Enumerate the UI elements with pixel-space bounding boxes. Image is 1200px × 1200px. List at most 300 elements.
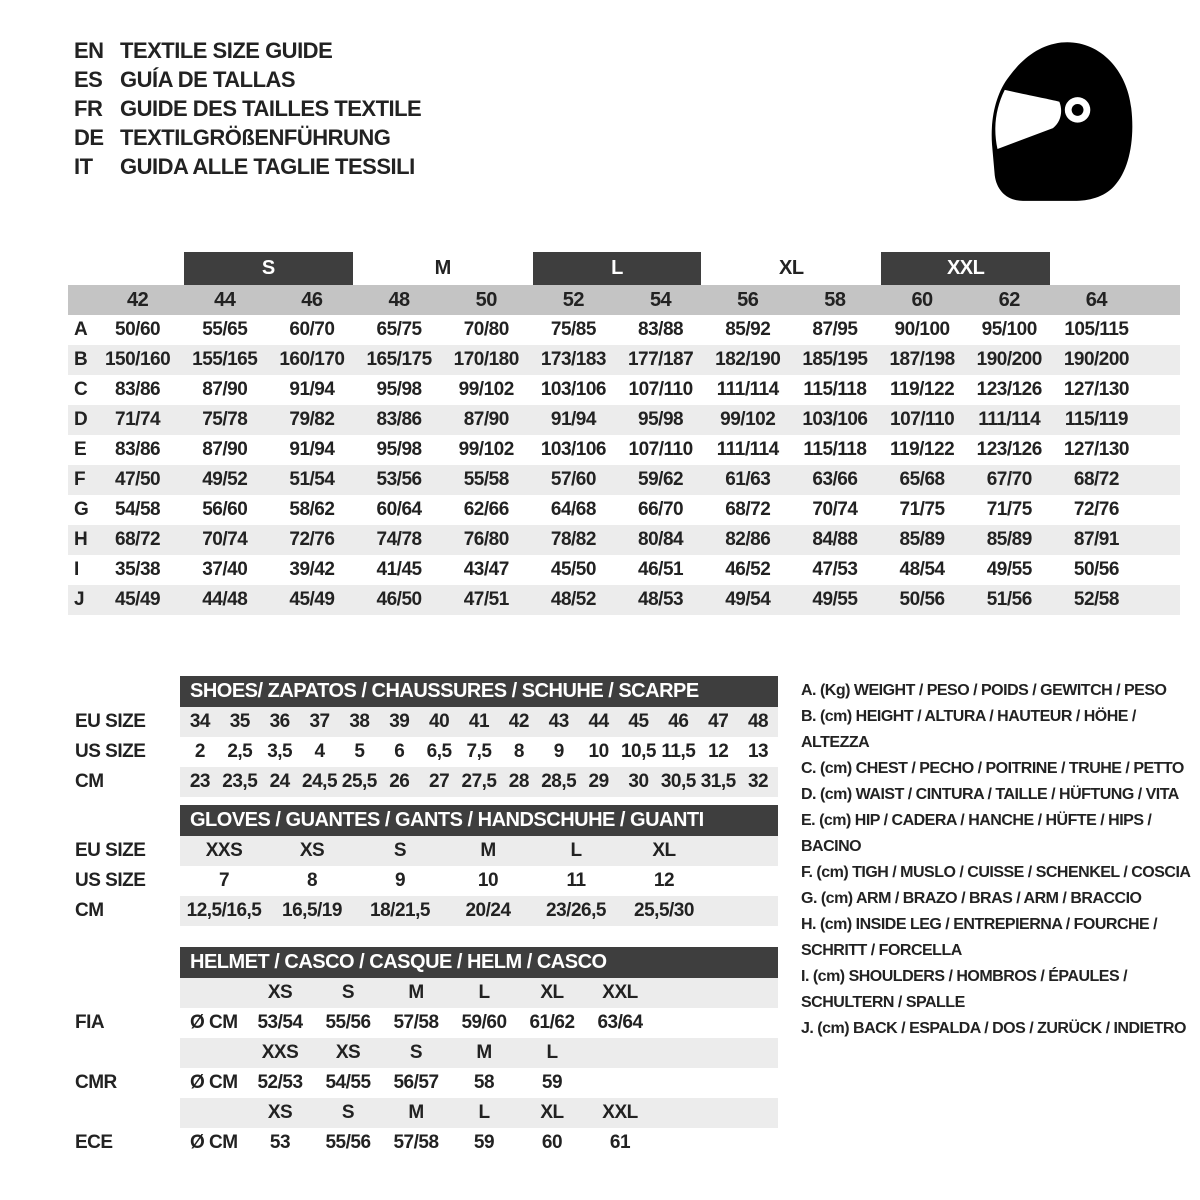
legend-item: E. (cm) HIP / CADERA / HANCHE / HÜFTE / HIPS / BACINO	[801, 812, 1152, 855]
size-value: 50/56	[899, 589, 945, 610]
gloves-table-title: GLOVES / GUANTES / GANTS / HANDSCHUHE / GUANTI	[180, 805, 778, 836]
size-value: 87/91	[1073, 529, 1119, 550]
sub-row	[68, 737, 780, 767]
size-value: 87/90	[202, 379, 248, 400]
sub-value: 23,5	[222, 771, 258, 792]
sub-value: 45	[628, 711, 649, 732]
sub-value: XS	[299, 840, 325, 861]
size-value: 79/82	[289, 409, 335, 430]
sub-value: 24	[269, 771, 290, 792]
size-value: 95/100	[981, 319, 1037, 340]
size-value: 70/74	[812, 499, 858, 520]
language-code: IT	[74, 154, 93, 179]
size-value: 43/47	[463, 559, 509, 580]
helmet-sizes-cells	[180, 1038, 778, 1068]
size-group-xxl: XXL	[881, 252, 1049, 285]
sub-value: 43	[548, 711, 569, 732]
size-value: 91/94	[550, 409, 596, 430]
helmet-value: 56/57	[393, 1072, 439, 1093]
size-value: 39/42	[289, 559, 335, 580]
numeric-size: 62	[998, 288, 1020, 311]
sub-value: 6,5	[426, 741, 452, 762]
helmet-size: S	[409, 1042, 423, 1063]
sub-value: 27,5	[461, 771, 497, 792]
size-value: 115/119	[1064, 409, 1128, 430]
size-value: 155/165	[192, 349, 258, 370]
sub-value: 25,5	[341, 771, 377, 792]
sub-value: 23/26,5	[546, 900, 606, 921]
sub-value: L	[570, 840, 582, 861]
diameter-unit: Ø CM	[190, 1012, 238, 1033]
helmet-value: 53	[269, 1132, 291, 1153]
numeric-size: 42	[126, 288, 149, 311]
helmet-sizes-row	[68, 978, 780, 1008]
measure-row-h	[68, 525, 1180, 555]
size-value: 90/100	[894, 319, 950, 340]
numeric-size: 48	[388, 288, 410, 311]
accessory-tables	[68, 676, 780, 1158]
size-value: 115/118	[803, 379, 867, 400]
size-value: 95/98	[376, 439, 422, 460]
row-label: J	[74, 589, 85, 610]
numeric-size: 54	[649, 288, 672, 311]
helmet-size: XS	[267, 1102, 293, 1123]
size-value: 119/122	[890, 439, 955, 460]
sub-value: 31,5	[700, 771, 736, 792]
legend-item: J. (cm) BACK / ESPALDA / DOS / ZURÜCK / INDIETRO	[801, 1020, 1186, 1037]
row-label: D	[74, 409, 88, 430]
measure-row-g	[68, 495, 1180, 525]
size-value: 103/106	[540, 439, 606, 460]
size-value: 60/70	[289, 319, 335, 340]
sub-value: 27	[429, 771, 450, 792]
size-value: 99/102	[458, 439, 514, 460]
helmet-size: M	[408, 982, 424, 1003]
size-value: 95/98	[376, 379, 422, 400]
sub-row-cells	[180, 707, 778, 737]
size-value: 46/50	[376, 589, 422, 610]
sub-value: 47	[708, 711, 729, 732]
helmet-size: S	[341, 982, 355, 1003]
language-title: TEXTILGRÖßENFÜHRUNG	[120, 125, 391, 150]
size-value: 87/90	[202, 439, 248, 460]
measure-row-d	[68, 405, 1180, 435]
legend-item: H. (cm) INSIDE LEG / ENTREPIERNA / FOURCHE / SCHRITT / FORCELLA	[801, 916, 1158, 959]
helmet-size: L	[546, 1042, 558, 1063]
size-value: 57/60	[550, 469, 596, 490]
racing-helmet-icon	[972, 28, 1154, 210]
helmet-value: 55/56	[325, 1012, 371, 1033]
size-value: 105/115	[1064, 319, 1129, 340]
helmet-value: 61/62	[529, 1012, 575, 1033]
sub-value: 34	[189, 711, 210, 732]
sub-value: 40	[429, 711, 450, 732]
size-value: 70/74	[202, 529, 248, 550]
numeric-size: 52	[562, 288, 585, 311]
size-value: 91/94	[289, 439, 335, 460]
sub-value: 7,5	[466, 741, 492, 762]
helmet-values-cells	[180, 1008, 778, 1038]
sub-value: 41	[468, 711, 490, 732]
sub-row-cells	[180, 896, 778, 926]
helmet-sizes-row	[68, 1098, 780, 1128]
sub-value: XXS	[205, 840, 243, 861]
legend-item: D. (cm) WAIST / CINTURA / TAILLE / HÜFTUNG / VITA	[801, 786, 1179, 803]
size-value: 49/55	[986, 559, 1032, 580]
size-value: 170/180	[453, 349, 519, 370]
legend-item: A. (Kg) WEIGHT / PESO / POIDS / GEWITCH / PESO	[801, 682, 1167, 699]
shoes-table-title: SHOES/ ZAPATOS / CHAUSSURES / SCHUHE / SCARPE	[180, 676, 778, 707]
sub-value: 18/21,5	[370, 900, 430, 921]
size-value: 58/62	[289, 499, 335, 520]
sub-value: 9	[394, 870, 406, 891]
numeric-size: 58	[824, 288, 846, 311]
legend-item: B. (cm) HEIGHT / ALTURA / HAUTEUR / HÖHE / ALTEZZA	[801, 708, 1136, 751]
size-value: 68/72	[115, 529, 161, 550]
size-value: 50/60	[115, 319, 161, 340]
size-value: 87/95	[812, 319, 858, 340]
size-value: 111/114	[716, 439, 779, 460]
size-value: 187/198	[889, 349, 955, 370]
size-value: 150/160	[104, 349, 171, 370]
measure-row-j	[68, 585, 1180, 615]
size-value: 55/65	[202, 319, 248, 340]
sub-value: 2,5	[227, 741, 253, 762]
sub-value: 11,5	[661, 741, 696, 762]
helmet-size: L	[478, 1102, 490, 1123]
sub-value: 36	[269, 711, 290, 732]
numeric-size: 60	[911, 288, 933, 311]
sub-value: M	[480, 840, 496, 861]
size-value: 60/64	[376, 499, 422, 520]
sub-value: 48	[747, 711, 769, 732]
sub-value: 35	[229, 711, 250, 732]
sub-value: 5	[354, 741, 365, 762]
sub-row-cells	[180, 866, 778, 896]
helmet-value: 55/56	[325, 1132, 371, 1153]
helmet-size: XXS	[261, 1042, 299, 1063]
row-label: E	[74, 439, 87, 460]
size-group-s: S	[184, 252, 352, 285]
sub-value: 8	[513, 741, 524, 762]
numeric-size-row	[68, 285, 1180, 315]
helmet-value: 61	[609, 1132, 631, 1153]
measure-row-e	[68, 435, 1180, 465]
size-value: 182/190	[715, 349, 781, 370]
size-value: 111/114	[716, 379, 779, 400]
size-value: 74/78	[376, 529, 422, 550]
size-value: 70/80	[463, 319, 509, 340]
helmet-size: S	[341, 1102, 355, 1123]
sub-row-label: EU SIZE	[75, 711, 146, 732]
textile-size-table	[68, 252, 1180, 615]
legend-item: C. (cm) CHEST / PECHO / POITRINE / TRUHE / PETTO	[801, 760, 1184, 777]
standard-label: FIA	[75, 1012, 105, 1033]
size-value: 47/51	[463, 589, 509, 610]
size-value: 47/53	[812, 559, 858, 580]
size-value: 190/200	[1063, 349, 1129, 370]
sub-value: 12	[708, 741, 729, 762]
size-value: 68/72	[1073, 469, 1119, 490]
size-value: 46/51	[638, 559, 684, 580]
sub-value: 4	[314, 741, 325, 762]
size-value: 83/86	[376, 409, 422, 430]
size-value: 41/45	[376, 559, 422, 580]
diameter-unit: Ø CM	[190, 1132, 238, 1153]
shoes-rows	[68, 707, 780, 797]
helmet-value: 57/58	[393, 1012, 439, 1033]
sub-value: 9	[553, 741, 564, 762]
size-value: 62/66	[463, 499, 509, 520]
sub-value: 12,5/16,5	[186, 900, 262, 921]
size-value: 51/56	[986, 589, 1032, 610]
sub-value: 28,5	[541, 771, 577, 792]
language-row	[74, 94, 421, 123]
sub-value: 25,5/30	[634, 900, 694, 921]
measure-row-f	[68, 465, 1180, 495]
language-code: DE	[74, 125, 104, 150]
helmet-size: XL	[540, 1102, 564, 1123]
sub-row	[68, 866, 780, 896]
row-label: A	[74, 319, 88, 340]
sub-row	[68, 707, 780, 737]
sub-value: 6	[394, 741, 405, 762]
language-title: GUIDE DES TAILLES TEXTILE	[120, 96, 422, 121]
size-value: 71/74	[115, 409, 161, 430]
helmet-table-title: HELMET / CASCO / CASQUE / HELM / CASCO	[180, 947, 778, 978]
size-value: 85/89	[899, 529, 945, 550]
size-value: 45/49	[289, 589, 335, 610]
sub-value: 46	[668, 711, 689, 732]
language-title-list	[74, 36, 421, 181]
size-value: 71/75	[986, 499, 1032, 520]
size-value: 107/110	[628, 379, 693, 400]
sub-row-label: US SIZE	[75, 741, 146, 762]
size-value: 49/54	[725, 589, 771, 610]
sub-value: 24,5	[302, 771, 338, 792]
size-value: 173/183	[540, 349, 606, 370]
size-value: 56/60	[202, 499, 248, 520]
helmet-value: 59/60	[461, 1012, 507, 1033]
size-group-l: L	[533, 252, 701, 285]
sub-value: 11	[566, 870, 586, 891]
sub-value: 30,5	[660, 771, 696, 792]
diameter-unit: Ø CM	[190, 1072, 238, 1093]
legend-item: F. (cm) TIGH / MUSLO / CUISSE / SCHENKEL / COSCIA	[801, 864, 1191, 881]
size-value: 99/102	[720, 409, 776, 430]
size-value: 91/94	[289, 379, 335, 400]
measure-row-b	[68, 345, 1180, 375]
size-group-xl: XL	[779, 257, 804, 279]
language-row	[74, 123, 421, 152]
language-code: EN	[74, 38, 104, 63]
size-value: 99/102	[458, 379, 514, 400]
size-value: 72/76	[1073, 499, 1119, 520]
measurement-legend	[801, 678, 1200, 1042]
size-value: 103/106	[540, 379, 606, 400]
row-label: H	[74, 529, 88, 550]
size-value: 165/175	[366, 349, 432, 370]
size-value: 49/55	[812, 589, 858, 610]
size-value: 68/72	[725, 499, 771, 520]
size-value: 61/63	[725, 469, 771, 490]
size-value: 46/52	[725, 559, 771, 580]
helmet-values-row	[68, 1008, 780, 1038]
visor-pivot-dot	[1072, 104, 1084, 116]
sub-value: 38	[349, 711, 370, 732]
size-value: 84/88	[812, 529, 858, 550]
language-code: ES	[74, 67, 103, 92]
helmet-values-row	[68, 1128, 780, 1158]
size-value: 80/84	[638, 529, 684, 550]
sub-row	[68, 767, 780, 797]
helmet-value: 53/54	[257, 1012, 303, 1033]
sub-value: S	[393, 840, 407, 861]
size-value: 72/76	[289, 529, 335, 550]
sub-value: 28	[508, 771, 529, 792]
size-value: 95/98	[638, 409, 684, 430]
size-value: 52/58	[1073, 589, 1119, 610]
sub-row-label: CM	[75, 900, 104, 921]
numeric-size: 64	[1085, 288, 1108, 311]
size-value: 71/75	[899, 499, 945, 520]
size-value: 111/114	[978, 409, 1041, 430]
helmet-value: 58	[473, 1072, 495, 1093]
row-label: B	[74, 349, 88, 370]
size-value: 123/126	[976, 379, 1042, 400]
numeric-size: 56	[737, 288, 759, 311]
size-value: 65/75	[376, 319, 422, 340]
size-value: 127/130	[1063, 379, 1129, 400]
size-value: 47/50	[115, 469, 161, 490]
sub-value: 10,5	[620, 741, 656, 762]
size-value: 63/66	[812, 469, 858, 490]
helmet-value: 52/53	[257, 1072, 303, 1093]
size-value: 35/38	[115, 559, 161, 580]
size-value: 67/70	[986, 469, 1032, 490]
sub-value: 20/24	[465, 900, 511, 921]
numeric-size: 50	[475, 288, 497, 311]
helmet-value: 60	[541, 1132, 563, 1153]
helmet-size: M	[476, 1042, 492, 1063]
helmet-sizes-cells	[180, 978, 778, 1008]
sub-value: 8	[306, 870, 318, 891]
size-value: 59/62	[638, 469, 684, 490]
helmet-size: XXL	[602, 982, 638, 1003]
sub-value: 23	[189, 771, 210, 792]
row-label: I	[74, 559, 79, 580]
size-value: 64/68	[550, 499, 596, 520]
helmet-value: 54/55	[325, 1072, 371, 1093]
size-value: 66/70	[638, 499, 684, 520]
sub-value: 2	[194, 741, 205, 762]
sub-value: 7	[218, 870, 230, 891]
helmet-size: XS	[335, 1042, 361, 1063]
sub-value: 10	[588, 741, 609, 762]
helmet-size: M	[408, 1102, 424, 1123]
sub-row-cells	[180, 836, 778, 866]
sub-value: 30	[628, 771, 649, 792]
size-value: 119/122	[890, 379, 955, 400]
sub-value: XL	[652, 840, 676, 861]
size-value: 48/52	[550, 589, 596, 610]
sub-row-cells	[180, 767, 778, 797]
measure-row-i	[68, 555, 1180, 585]
sub-value: 26	[389, 771, 410, 792]
language-row	[74, 36, 421, 65]
helmet-value: 57/58	[393, 1132, 439, 1153]
size-value: 123/126	[976, 439, 1042, 460]
helmet-values-cells	[180, 1068, 778, 1098]
sub-row-label: CM	[75, 771, 104, 792]
helmet-value: 59	[541, 1072, 563, 1093]
size-value: 45/50	[550, 559, 596, 580]
helmet-value: 63/64	[597, 1012, 643, 1033]
sub-row-cells	[180, 737, 778, 767]
sub-value: 16,5/19	[282, 900, 342, 921]
size-value: 76/80	[463, 529, 509, 550]
size-value: 103/106	[802, 409, 868, 430]
size-value: 54/58	[115, 499, 161, 520]
helmet-sizes-cells	[180, 1098, 778, 1128]
size-value: 48/53	[638, 589, 684, 610]
language-row	[74, 152, 421, 181]
size-value: 75/78	[202, 409, 248, 430]
sub-row-label: EU SIZE	[75, 840, 146, 861]
measure-row-c	[68, 375, 1180, 405]
row-label: F	[74, 469, 86, 490]
sub-row-label: US SIZE	[75, 870, 146, 891]
size-value: 45/49	[115, 589, 161, 610]
size-group-m: M	[434, 257, 451, 279]
sub-row	[68, 896, 780, 926]
sub-value: 3,5	[267, 741, 293, 762]
helmet-values-row	[68, 1068, 780, 1098]
sub-value: 32	[747, 771, 769, 792]
size-group-row	[68, 252, 1180, 285]
row-label: C	[74, 379, 88, 400]
helmet-size: XXL	[602, 1102, 638, 1123]
size-value: 55/58	[463, 469, 509, 490]
helmet-size: XS	[267, 982, 293, 1003]
size-value: 107/110	[628, 439, 693, 460]
helmet-size: L	[478, 982, 490, 1003]
size-value: 190/200	[976, 349, 1042, 370]
size-value: 85/92	[725, 319, 771, 340]
helmet-values-cells	[180, 1128, 778, 1158]
size-value: 49/52	[202, 469, 248, 490]
size-value: 51/54	[289, 469, 335, 490]
sub-value: 39	[389, 711, 410, 732]
size-value: 50/56	[1073, 559, 1119, 580]
helmet-value: 59	[473, 1132, 495, 1153]
legend-item: I. (cm) SHOULDERS / HOMBROS / ÉPAULES / SCHULTERN / SPALLE	[801, 968, 1128, 1011]
size-value: 78/82	[550, 529, 596, 550]
language-title: GUIDA ALLE TAGLIE TESSILI	[120, 154, 415, 179]
size-value: 160/170	[279, 349, 345, 370]
helmet-sizes-row	[68, 1038, 780, 1068]
numeric-size: 44	[214, 288, 236, 311]
main-rows	[68, 315, 1180, 615]
size-value: 75/85	[550, 319, 596, 340]
row-label: G	[74, 499, 89, 520]
helmet-rows	[68, 978, 780, 1158]
legend-item: G. (cm) ARM / BRAZO / BRAS / ARM / BRACCIO	[801, 890, 1142, 907]
size-value: 107/110	[890, 409, 955, 430]
sub-value: 13	[747, 741, 769, 762]
standard-label: ECE	[75, 1132, 113, 1153]
sub-value: 37	[309, 711, 330, 732]
